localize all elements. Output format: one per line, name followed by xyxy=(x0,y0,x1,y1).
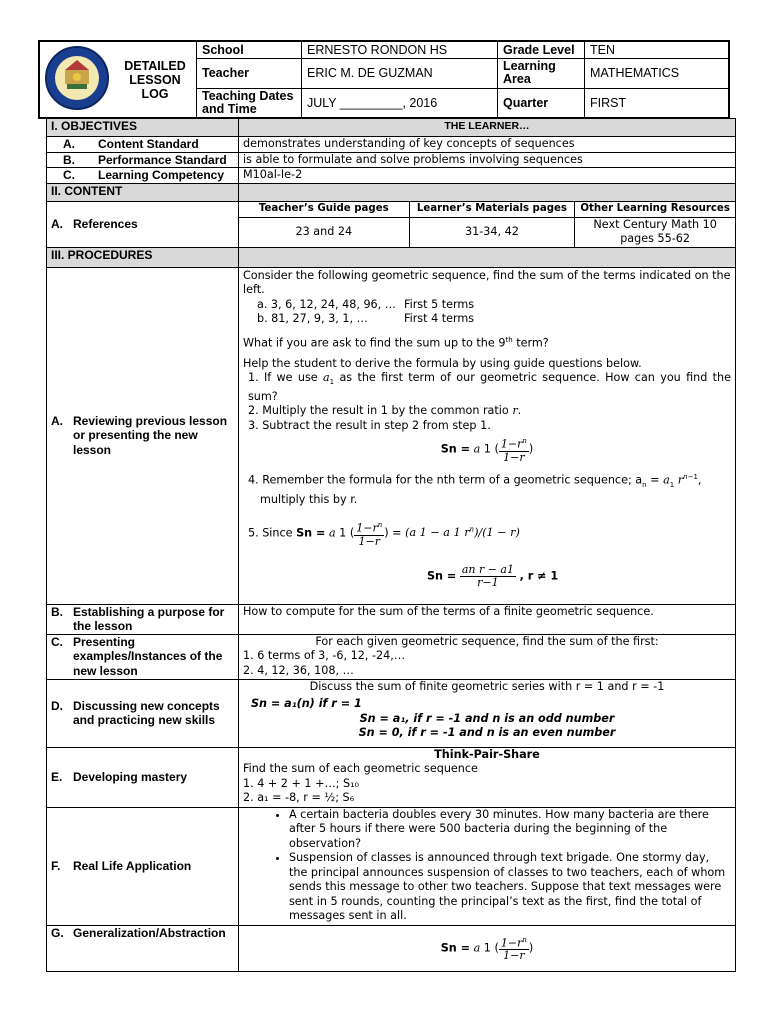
tg-pages: 23 and 24 xyxy=(238,217,409,247)
procedure-letter: B. xyxy=(51,604,63,619)
procedure-g-label xyxy=(47,925,239,971)
g-formula: Sn = a 1 ( $\frac{1-r^n}{1-r}$ ) xyxy=(440,935,534,963)
objective-text: M10al-Ie-2 xyxy=(238,168,735,184)
seq-a-note: First 5 terms xyxy=(403,297,475,311)
e-item: 1. 4 + 2 + 1 +…; S₁₀ xyxy=(242,776,360,790)
c-item: 1. 6 terms of 3, -6, 12, -24,… xyxy=(242,649,406,662)
procedure-d-label xyxy=(47,679,239,747)
quarter-label: Quarter xyxy=(498,89,585,118)
area-label: Learning Area xyxy=(498,58,585,88)
objective-letter: C. xyxy=(63,168,75,182)
references-name: References xyxy=(73,217,138,231)
procedure-c-label xyxy=(47,634,239,679)
lm-header: Learner’s Materials pages xyxy=(409,202,575,218)
intro-text: Consider the following geometric sequence, find the sum of the terms indicated on the left. xyxy=(242,268,731,296)
sequence-b xyxy=(243,312,731,327)
teacher-value: ERIC M. DE GUZMAN xyxy=(302,58,498,88)
procedure-letter: D. xyxy=(51,698,63,713)
procedure-name: Real Life Application xyxy=(73,858,192,873)
teacher-label: Teacher xyxy=(197,58,302,88)
school-value: ERNESTO RONDON HS xyxy=(302,41,498,58)
step-2-text: 2. Multiply the result in 1 by the common ratio xyxy=(247,404,513,418)
question-sup: th xyxy=(505,335,513,344)
question-pre: What if you are ask to find the sum up to the 9 xyxy=(242,336,506,350)
procedure-name: Reviewing previous lesson or presenting the new lesson xyxy=(73,413,228,457)
title-line: DETAILED xyxy=(124,58,186,73)
dll-title xyxy=(114,41,197,118)
objective-letter: B. xyxy=(63,152,75,167)
sn-label: Sn = xyxy=(440,442,471,456)
procedure-letter: C. xyxy=(51,634,63,649)
olr-header: Other Learning Resources xyxy=(575,202,736,218)
procedure-name: Discussing new concepts and practicing new skills xyxy=(73,698,220,727)
school-label: School xyxy=(197,41,302,58)
dates-value: JULY _________, 2016 xyxy=(302,89,498,118)
d-head: Discuss the sum of finite geometric series with r = 1 and r = -1 xyxy=(309,679,665,693)
procedure-e-label xyxy=(47,747,239,807)
step-1-pre: 1. If we use xyxy=(247,371,323,385)
sn-formula-1: Sn = a 1 ( $\frac{1-r^n}{1-r}$ ) xyxy=(440,437,534,465)
dates-label: Teaching Dates and Time xyxy=(197,89,302,118)
step-3: 3. Subtract the result in step 2 from step 1. xyxy=(247,418,491,432)
title-line: LOG xyxy=(141,86,169,101)
step-5: 5. Since Sn = a 1 ( $\frac{1-r^n}{1-r}$ ) = (a 1 − a 1 $r^n)/(1 - r)$ xyxy=(247,521,520,548)
references-letter: A. xyxy=(51,217,63,231)
objective-text: is able to formulate and solve problems involving sequences xyxy=(238,152,735,168)
procedure-b-label xyxy=(47,604,239,634)
procedure-letter: E. xyxy=(51,769,63,784)
tg-header: Teacher’s Guide pages xyxy=(238,202,409,218)
step-4-post: multiply this by r. xyxy=(259,492,358,506)
step-4: 4. Remember the formula for the nth term of a geometric sequence; $a_n = a_1$ $r^{n-1}$, xyxy=(247,473,702,490)
f-bullet: • Suspension of classes is announced through text brigade. One stormy day, the principal announces suspension of classes to two teachers, each of whom sends this message to other two teachers. Suppose that text messages were sent in 5 rounds, counting the principal’s text as the first, find the total of messages sent in all. xyxy=(289,851,731,924)
d-formula: Sn = a₁(n) if r = 1 xyxy=(250,697,362,710)
content-title-fill xyxy=(238,184,735,202)
procedure-letter: A. xyxy=(51,413,63,428)
references-label xyxy=(47,202,239,248)
step-1-post: as the first term of our geometric sequence. How can you find the sum? xyxy=(247,371,731,403)
procedure-g-content xyxy=(238,925,735,971)
procedure-name: Establishing a purpose for the lesson xyxy=(73,604,225,633)
seq-b-text: b. 81, 27, 9, 3, 1, … xyxy=(256,312,368,325)
deped-seal-icon xyxy=(40,42,114,114)
c-head: For each given geometric sequence, find the sum of the first: xyxy=(315,634,659,648)
procedure-c-content xyxy=(238,634,735,679)
procedure-name: Generalization/Abstraction xyxy=(73,925,226,940)
objective-label xyxy=(47,152,239,168)
sequence-a xyxy=(243,298,731,313)
procedure-a-content xyxy=(238,267,735,604)
f-bullet: • A certain bacteria doubles every 30 minutes. How many bacteria are there after 5 hours if there were 500 bacteria during the beginning of the observation? xyxy=(289,808,731,852)
objective-label xyxy=(47,168,239,184)
objective-name: Learning Competency xyxy=(98,168,225,182)
step-2: 2. Multiply the result in 1 by the common ratio r. xyxy=(247,404,522,418)
objectives-title: I. OBJECTIVES xyxy=(47,119,239,137)
step-1: 1. If we use $a_1$ as the first term of our geometric sequence. How can you find the sum? xyxy=(247,371,731,403)
e-item: 2. a₁ = -8, r = ½; S₆ xyxy=(242,791,355,804)
procedures-title-fill xyxy=(238,247,735,267)
step-5-pre: 5. Since xyxy=(247,526,297,540)
step-4-pre: 4. Remember the formula for the nth term of a geometric sequence; a xyxy=(247,473,643,487)
logo-cell xyxy=(39,41,114,118)
question-post: term? xyxy=(512,336,549,350)
quarter-value: FIRST xyxy=(585,89,730,118)
content-title: II. CONTENT xyxy=(47,184,239,202)
grade-value: TEN xyxy=(585,41,730,58)
procedure-letter: F. xyxy=(51,858,61,873)
procedure-f-content xyxy=(238,807,735,925)
sn-condition: , r ≠ 1 xyxy=(519,569,559,583)
learner-header: THE LEARNER… xyxy=(238,119,735,137)
d-formula: Sn = 0, if r = -1 and n is an even number xyxy=(358,726,616,739)
header-table xyxy=(38,40,730,119)
seq-a-text: a. 3, 6, 12, 24, 48, 96, … xyxy=(256,297,396,311)
objective-label xyxy=(47,137,239,153)
grade-label: Grade Level xyxy=(498,41,585,58)
olr-pages: Next Century Math 10 pages 55-62 xyxy=(575,217,736,247)
procedure-f-label xyxy=(47,807,239,925)
procedures-title: III. PROCEDURES xyxy=(47,247,239,267)
objective-text: demonstrates understanding of key concepts of sequences xyxy=(238,137,735,153)
c-item: 2. 4, 12, 36, 108, … xyxy=(242,663,354,677)
procedure-letter: G. xyxy=(51,925,64,940)
help-text: Help the student to derive the formula by using guide questions below. xyxy=(242,356,642,370)
procedure-a-label xyxy=(47,267,239,604)
d-formula: Sn = a₁, if r = -1 and n is an odd number xyxy=(359,711,615,725)
e-head: Think-Pair-Share xyxy=(434,747,540,761)
objective-name: Content Standard xyxy=(98,137,199,151)
procedure-b-content: How to compute for the sum of the terms of a finite geometric sequence. xyxy=(238,604,735,634)
procedure-name: Presenting examples/Instances of the new lesson xyxy=(73,634,223,678)
lm-pages: 31-34, 42 xyxy=(409,217,575,247)
procedure-d-content xyxy=(238,679,735,747)
sn-formula-2: Sn = $\frac{\text{an r − a1}}{r-1}$ , r ≠ 1 xyxy=(426,562,559,589)
objective-letter: A. xyxy=(63,137,75,151)
procedure-name: Developing mastery xyxy=(73,769,188,784)
procedure-e-content xyxy=(238,747,735,807)
lesson-table xyxy=(46,118,736,972)
title-line: LESSON xyxy=(129,72,181,87)
objective-name: Performance Standard xyxy=(98,152,227,167)
question-text xyxy=(243,333,731,351)
e-intro: Find the sum of each geometric sequence xyxy=(242,762,478,775)
seq-b-note: First 4 terms xyxy=(403,312,475,325)
area-value: MATHEMATICS xyxy=(585,58,730,88)
